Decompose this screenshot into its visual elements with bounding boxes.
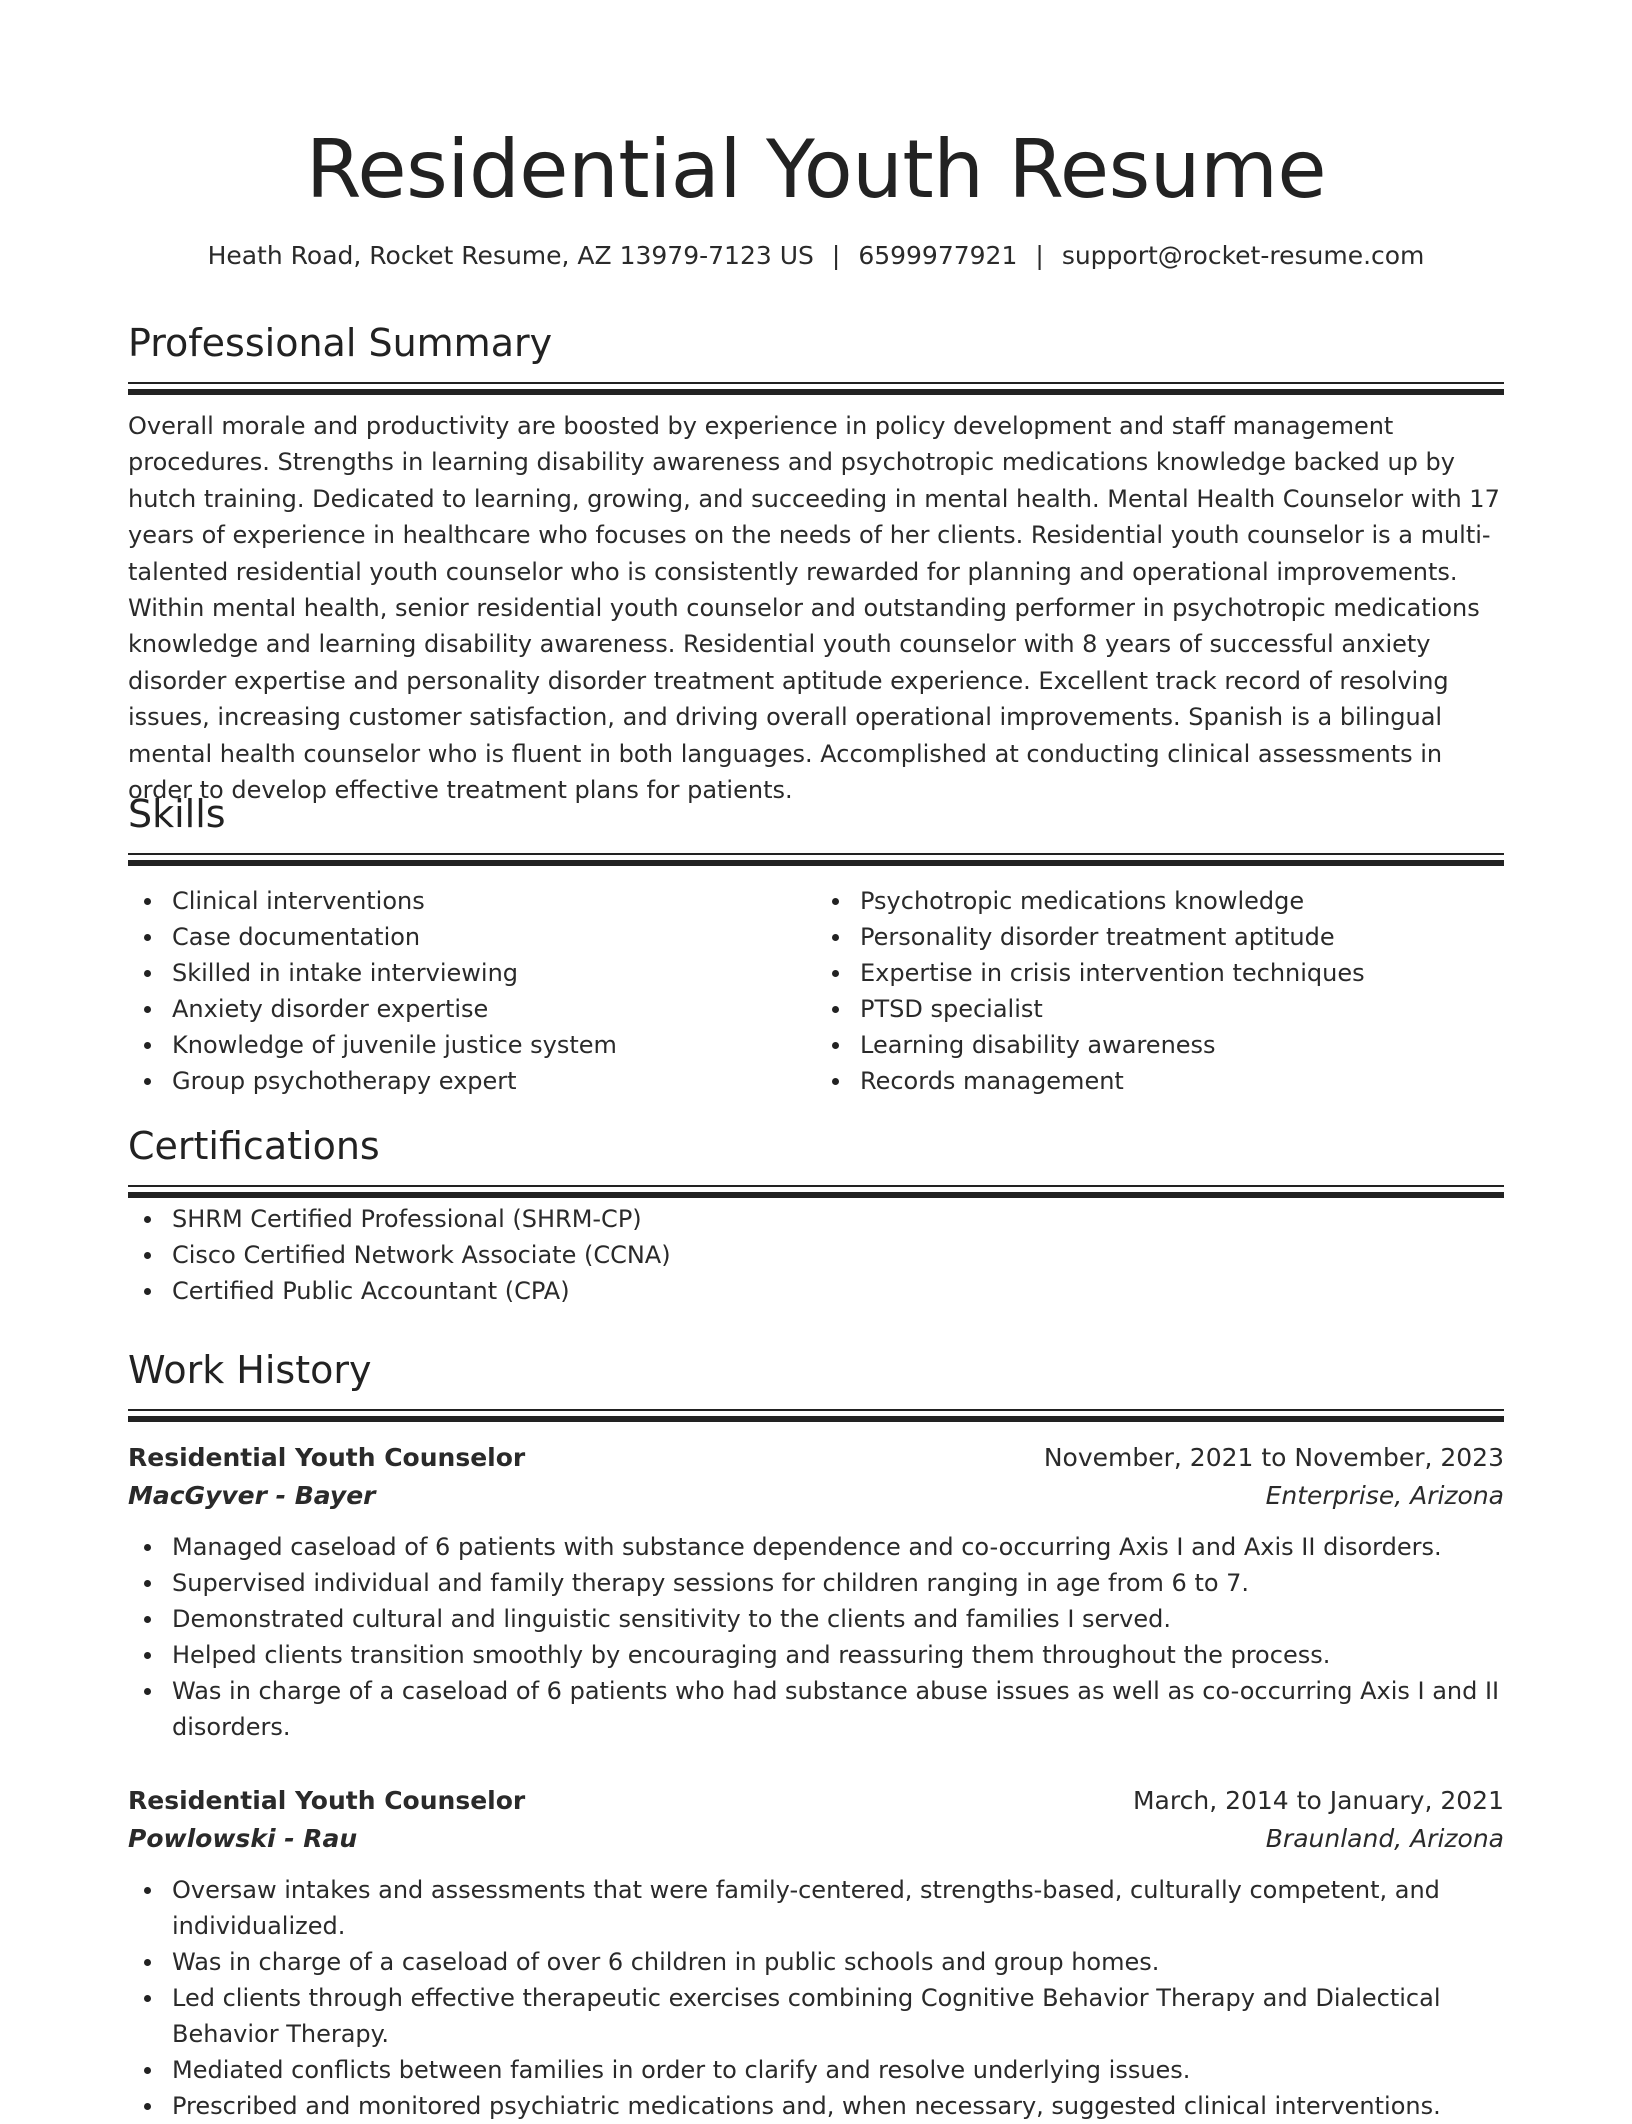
job-duty-item: Led clients through effective therapeutic exercises combining Cognitive Behavior Therapy and Dialectical Behavior Therapy.	[172, 1980, 1504, 2052]
job-header-row	[128, 1782, 1504, 1820]
skills-left-column	[128, 883, 816, 1099]
certification-item: Certified Public Accountant (CPA)	[172, 1273, 1504, 1309]
certification-item: SHRM Certified Professional (SHRM-CP)	[172, 1201, 1504, 1237]
contact-phone: 6599977921	[858, 241, 1018, 270]
section-heading: Skills	[128, 792, 226, 836]
skills-columns	[128, 883, 1504, 1099]
job-duty-item: Prescribed and monitored psychiatric medications and, when necessary, suggested clinical interventions.	[172, 2088, 1504, 2124]
skill-item: PTSD specialist	[860, 991, 1504, 1027]
job-dates: November, 2021 to November, 2023	[1043, 1443, 1504, 1472]
certifications-list	[128, 1201, 1504, 1309]
skill-item: Personality disorder treatment aptitude	[860, 919, 1504, 955]
job-duty-item: Managed caseload of 6 patients with substance dependence and co-occurring Axis I and Axis II disorders.	[172, 1529, 1504, 1565]
skill-item: Knowledge of juvenile justice system	[172, 1027, 816, 1063]
section-divider	[128, 382, 1504, 398]
job-duty-item: Mediated conflicts between families in order to clarify and resolve underlying issues.	[172, 2052, 1504, 2088]
job-duty-item: Helped clients transition smoothly by encouraging and reassuring them throughout the process.	[172, 1637, 1504, 1673]
job-duty-item: Oversaw intakes and assessments that were family-centered, strengths-based, culturally competent, and individualized.	[172, 1872, 1504, 1944]
skills-right-column	[816, 883, 1504, 1099]
job-duties-list	[128, 1872, 1504, 2124]
job-entry	[128, 1782, 1504, 2124]
section-heading: Work History	[128, 1348, 372, 1392]
job-title: Residential Youth Counselor	[128, 1786, 526, 1815]
section-divider	[128, 1185, 1504, 1201]
section-heading: Certifications	[128, 1124, 380, 1168]
skill-item: Expertise in crisis intervention techniques	[860, 955, 1504, 991]
job-company: MacGyver - Bayer	[128, 1481, 376, 1510]
contact-email: support@rocket-resume.com	[1061, 241, 1425, 270]
section-heading: Professional Summary	[128, 321, 553, 365]
job-duty-item: Supervised individual and family therapy sessions for children ranging in age from 6 to 7.	[172, 1565, 1504, 1601]
skill-item: Skilled in intake interviewing	[172, 955, 816, 991]
contact-address: Heath Road, Rocket Resume, AZ 13979-7123 US	[207, 241, 814, 270]
skill-item: Learning disability awareness	[860, 1027, 1504, 1063]
contact-line	[128, 238, 1504, 274]
skill-item: Case documentation	[172, 919, 816, 955]
job-subheader-row	[128, 1477, 1504, 1515]
skills-section	[128, 789, 1504, 1099]
contact-separator: |	[831, 241, 841, 270]
job-duties-list	[128, 1529, 1504, 1745]
job-location: Enterprise, Arizona	[1265, 1481, 1504, 1510]
resume-title: Residential Youth Resume	[305, 123, 1327, 216]
job-entry	[128, 1439, 1504, 1745]
certifications-section	[128, 1121, 1504, 1309]
skill-item: Clinical interventions	[172, 883, 816, 919]
work-history-section	[128, 1345, 1504, 1425]
job-duty-item: Demonstrated cultural and linguistic sensitivity to the clients and families I served.	[172, 1601, 1504, 1637]
job-company: Powlowski - Rau	[128, 1824, 358, 1853]
section-divider	[128, 853, 1504, 869]
skill-item: Records management	[860, 1063, 1504, 1099]
job-location: Braunland, Arizona	[1265, 1824, 1504, 1853]
contact-separator: |	[1035, 241, 1044, 270]
skill-item: Group psychotherapy expert	[172, 1063, 816, 1099]
job-dates: March, 2014 to January, 2021	[1132, 1786, 1504, 1815]
job-title: Residential Youth Counselor	[128, 1443, 526, 1472]
job-header-row	[128, 1439, 1504, 1477]
section-divider	[128, 1409, 1504, 1425]
summary-paragraph: Overall morale and productivity are boosted by experience in policy development and staff management procedures. Strengths in learning disability awareness and psychotropic medications knowledge backed up by hutch training. Dedicated to learning, growing, and succeeding in mental health. Mental Health Counselor with 17 years of experience in healthcare who focuses on the needs of her clients. Residential youth counselor is a multi-talented residential youth counselor who is consistently rewarded for planning and operational improvements. Within mental health, senior residential youth counselor and outstanding performer in psychotropic medications knowledge and learning disability awareness. Residential youth counselor with 8 years of successful anxiety disorder expertise and personality disorder treatment aptitude experience. Excellent track record of resolving issues, increasing customer satisfaction, and driving overall operational improvements. Spanish is a bilingual mental health counselor who is fluent in both languages. Accomplished at conducting clinical assessments in order to develop effective treatment plans for patients.	[128, 412, 1500, 805]
job-duty-item: Was in charge of a caseload of over 6 children in public schools and group homes.	[172, 1944, 1504, 1980]
job-subheader-row	[128, 1820, 1504, 1858]
skill-item: Psychotropic medications knowledge	[860, 883, 1504, 919]
certification-item: Cisco Certified Network Associate (CCNA)	[172, 1237, 1504, 1273]
summary-section	[128, 318, 1504, 808]
skill-item: Anxiety disorder expertise	[172, 991, 816, 1027]
job-duty-item: Was in charge of a caseload of 6 patients who had substance abuse issues as well as co-occurring Axis I and II disorders.	[172, 1673, 1504, 1745]
